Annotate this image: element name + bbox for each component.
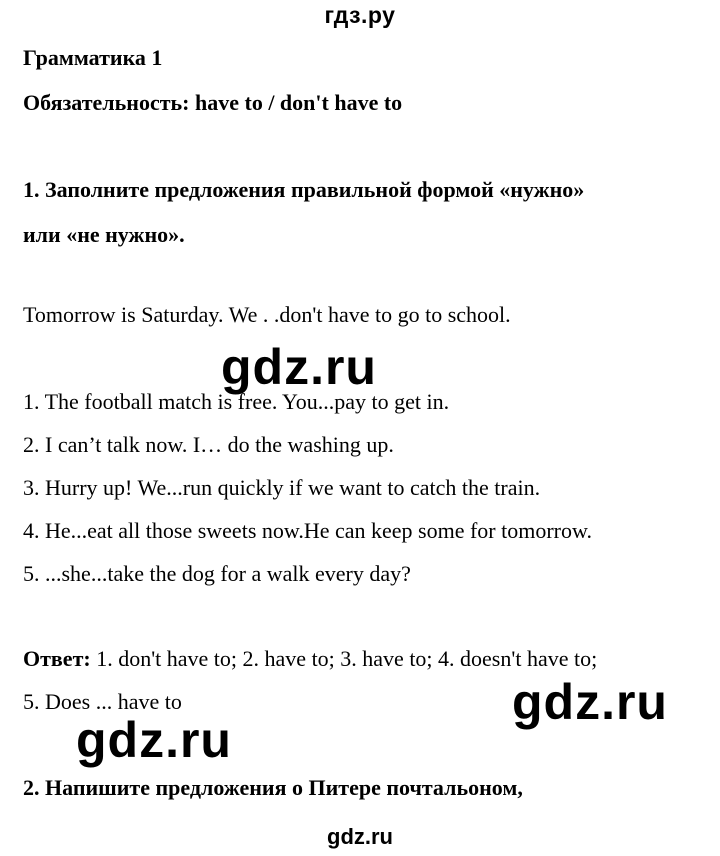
exercise1-item-1: 1. The football match is free. You...pay to get in. [23, 389, 450, 414]
exercise1-instruction-line1: 1. Заполните предложения правильной формой «нужно» [23, 177, 585, 202]
answer-label: Ответ: [23, 646, 91, 671]
site-header: гдз.ру [324, 2, 396, 28]
watermark-2: gdz.ru [512, 674, 668, 730]
watermark-3: gdz.ru [76, 712, 232, 768]
answer-text: 1. don't have to; 2. have to; 3. have to; 4. doesn't have to; [90, 646, 598, 671]
exercise1-answer [23, 646, 597, 672]
exercise2-instruction-line1: 2. Напишите предложения о Питере почтальоном, [23, 775, 523, 800]
section-title: Грамматика 1 [23, 45, 163, 70]
exercise1-instruction-line2: или «не нужно». [23, 222, 185, 247]
exercise1-example: Tomorrow is Saturday. We . .don't have to go to school. [23, 302, 511, 327]
watermark-1: gdz.ru [221, 339, 377, 395]
site-footer: gdz.ru [327, 824, 393, 849]
exercise1-answer-line2: 5. Does ... have to [23, 689, 182, 714]
exercise1-item-4: 4. He...eat all those sweets now.He can keep some for tomorrow. [23, 518, 592, 543]
exercise1-item-3: 3. Hurry up! We...run quickly if we want to catch the train. [23, 475, 541, 500]
exercise1-item-5: 5. ...she...take the dog for a walk every day? [23, 561, 411, 586]
exercise1-item-2: 2. I can’t talk now. I… do the washing up. [23, 432, 394, 457]
section-subtitle: Обязательность: have to / don't have to [23, 90, 403, 115]
